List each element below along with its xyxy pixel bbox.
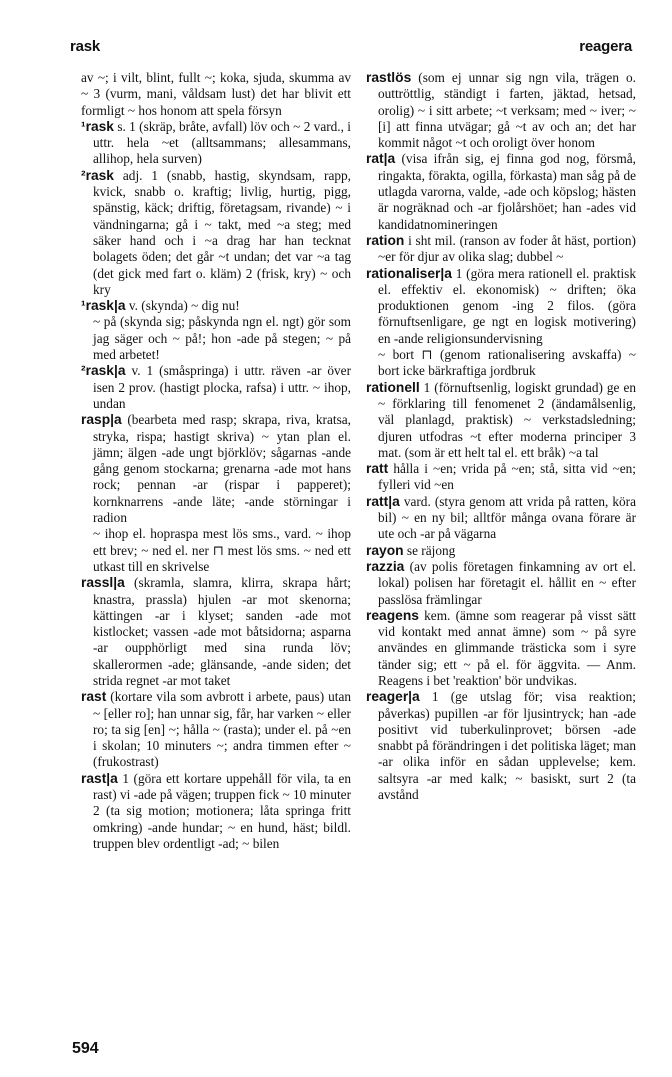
- dictionary-entry: [81, 363, 351, 412]
- dictionary-entry: [366, 494, 636, 543]
- entry-text: 1 (göra ett kortare uppehåll för vila, ta en rast) vi -ade på vägen; truppen fick ~ 10 minuter 2 (ta sig motion; motionera; låta springa fritt omkring) -ande hundar; ~ en hund, häst; bildl. truppen blev ordentligt -ad; ~ bilen: [93, 770, 351, 851]
- headword: rastlös: [366, 70, 412, 85]
- dictionary-entry: [366, 233, 636, 266]
- entry-text: se räjong: [403, 542, 456, 558]
- headword: rationell: [366, 379, 420, 395]
- entry-text: 1 (göra mera rationell el. praktisk el. effektiv el. ekonomisk) ~ driften; öka produktionen genom -ing 2 filos. (göra förnuftsenligare, ge ngt en logisk motivering) en -ande religionsundervisning: [378, 265, 636, 346]
- dictionary-entry: [81, 689, 351, 770]
- entry-text: (som ej unnar sig ngn vila, trägen o. outtröttlig, ständigt i farten, jäktad, hetsad, orolig) ~ i sitt arbete; ~t verksam; med ~ iver; ~ [i] att finna utvägar; gå ~t av och an; det har kommit något ~t och oroligt över honom: [378, 70, 636, 151]
- sub-entry: [81, 314, 351, 363]
- entry-text: ~ på (skynda sig; påskynda ngn el. ngt) gör som jag säger och ~ på!; hon -ade på stegen; ~ på med arbetet!: [93, 314, 351, 363]
- dictionary-entry: [366, 70, 636, 151]
- entry-text: ~ ihop el. hopraspa mest lös sms., vard. ~ ihop ett brev; ~ ned el. ner ⊓ mest lös sms. ~ ned ett utkast till en skrivelse: [93, 526, 351, 574]
- entry-text: 1 (ge utslag för; visa reaktion; påverkas) pupillen -ar för ljusintryck; han -ade positivt vid tuberkulinprovet; börsen -ade snabbt på förändringen i det politiska läget; man -ar olika inför en sådan upplevelse; kem. saltsyra -ar med kalk; ~ basiskt, surt 2 (ta avstånd: [378, 689, 636, 803]
- headword: ²rask|a: [81, 363, 126, 379]
- entry-text: (visa ifrån sig, ej finna god nog, försmå, ringakta, förakta, ogilla, förkasta) man såg på de utlagda varorna, valde, -ade och köpslog; hästen är nogräknad och -ar fjolårshöet; han -ades vid kandidatnomineringen: [378, 151, 636, 232]
- entry-text: (skramla, slamra, klirra, skrapa hårt; knastra, prassla) hjulen -ar mot skenorna; kättingen -ar i klyset; sanden -ade mot kistlocket; vassen -ade mot båtsidorna; asparna -ar oupphörligt med sina runda löv; skallerormen -ade; glänsande, -ande siden; det strida regnet -ar mot taket: [93, 575, 351, 688]
- headword: rayon: [366, 542, 404, 558]
- entry-continuation: [81, 70, 351, 119]
- entry-text: (av polis företagen finkamning av ort el. lokal) polisen har företagit el. hållit en ~ efter passlösa främlingar: [378, 558, 636, 607]
- dictionary-entry: [81, 168, 351, 298]
- left-column: [81, 70, 351, 852]
- right-column: [366, 70, 636, 803]
- headword: reager|a: [366, 689, 420, 705]
- dictionary-entry: [366, 151, 636, 232]
- entry-text: (bearbeta med rasp; skrapa, riva, kratsa, stryka, rispa; hastigt skriva) ~ ytan plan el. jämn; älgen -ade ungt björklöv; sågarnas -ande gång genom stockarna; grenarna -ade mot hans rock; pennan -ar (rispar i papperet); kornknarrens -ande läte; -ande störningar i radion: [93, 412, 351, 526]
- entry-text: v. (skynda) ~ dig nu!: [125, 298, 240, 314]
- entry-text: adj. 1 (snabb, hastig, skyndsam, rapp, kvick, snabb o. kraftig; livlig, hurtig, pigg, spänstig, käck; driftig, företagsam, rivande) ~ i vändningarna; gå i ~ takt, med ~a steg; med säker hand och i ~a drag har han tecknat bolagets öden; det går ~t undan; det var ~a tag (det gick med fart o. kläm) 2 (frisk, kry) ~ och kry: [93, 167, 351, 297]
- page-number: 594: [72, 1040, 99, 1057]
- left-guide-word: rask: [70, 38, 101, 55]
- headword: ¹rask|a: [81, 298, 126, 314]
- headword: rasp|a: [81, 412, 122, 428]
- dictionary-entry: [366, 559, 636, 608]
- headword: reagens: [366, 607, 419, 623]
- entry-text: s. 1 (skräp, bråte, avfall) löv och ~ 2 vard., i uttr. hela ~et (alltsammans; allesammans, allihop, hela surven): [93, 118, 351, 167]
- dictionary-entry: [81, 575, 351, 689]
- dictionary-entry: [81, 119, 351, 168]
- headword: ration: [366, 232, 405, 248]
- dictionary-entry: [366, 608, 636, 689]
- dictionary-entry: [81, 412, 351, 526]
- headword: ²rask: [81, 167, 114, 183]
- headword: ¹rask: [81, 118, 114, 134]
- headword: rat|a: [366, 151, 396, 167]
- dictionary-entry: [81, 771, 351, 852]
- entry-text: 1 (förnuftsenlig, logiskt grundad) ge en ~ förklaring till fenomenet 2 (ändamålsenlig, väl planlagd, praktisk) ~ verkstadsledning; djuren utfodras ~t efter moderna principer 3 mat. (som är ett helt tal el. ett bråk) ~a tal: [378, 379, 636, 460]
- right-guide-word: reagera: [579, 38, 632, 55]
- sub-entry: [81, 526, 351, 575]
- headword: rassl|a: [81, 575, 125, 591]
- headword: rast|a: [81, 770, 118, 786]
- dictionary-entry: [366, 689, 636, 803]
- entry-text: av ~; i vilt, blint, fullt ~; koka, sjuda, skumma av ~ 3 (vurm, mani, våldsam lust) det har blivit ett formligt ~ hos honom att spela försyn: [81, 70, 351, 118]
- dictionary-entry: [366, 380, 636, 461]
- entry-text: ~ bort ⊓ (genom rationalisering avskaffa) ~ bort icke bärkraftiga jordbruk: [378, 347, 636, 379]
- entry-text: hålla i ~en; vrida på ~en; stå, sitta vid ~en; fylleri vid ~en: [378, 461, 636, 493]
- sub-entry: [366, 347, 636, 380]
- dictionary-entry: [366, 461, 636, 494]
- headword: ratt|a: [366, 493, 400, 509]
- headword: ratt: [366, 461, 389, 477]
- dictionary-entry: [366, 543, 636, 559]
- headword: razzia: [366, 558, 405, 574]
- headword: rast: [81, 689, 107, 705]
- entry-text: v. 1 (småspringa) i uttr. räven -ar över isen 2 prov. (hastigt plocka, rafsa) i uttr. ~ ihop, undan: [93, 363, 351, 411]
- dictionary-entry: [366, 266, 636, 347]
- entry-text: (kortare vila som avbrott i arbete, paus) utan ~ [eller ro]; han unnar sig, får, har varken ~ eller ro; ta sig [en] ~; hålla ~ (rasta); under el. på ~en i skolan; 10 minuters ~; andra timmen efter ~ (frukostrast): [93, 689, 351, 770]
- headword: rationaliser|a: [366, 265, 452, 281]
- entry-text: i sht mil. (ranson av foder åt häst, portion) ~er för djur av olika slag; dubbel ~: [378, 232, 636, 265]
- entry-text: kem. (ämne som reagerar på visst sätt vid kontakt med annat ämne) som ~ på syre användes en glimmande trästicka som i syre tänder sig; ett ~ på el. för äggvita. — Anm. Reagens i bet 'reaktion' bör undvikas.: [378, 607, 636, 688]
- dictionary-entry: [81, 298, 351, 314]
- entry-text: vard. (styra genom att vrida på ratten, köra bil) ~ en ny bil; alltför många ovana förare är ute och -ar på vägarna: [378, 493, 636, 542]
